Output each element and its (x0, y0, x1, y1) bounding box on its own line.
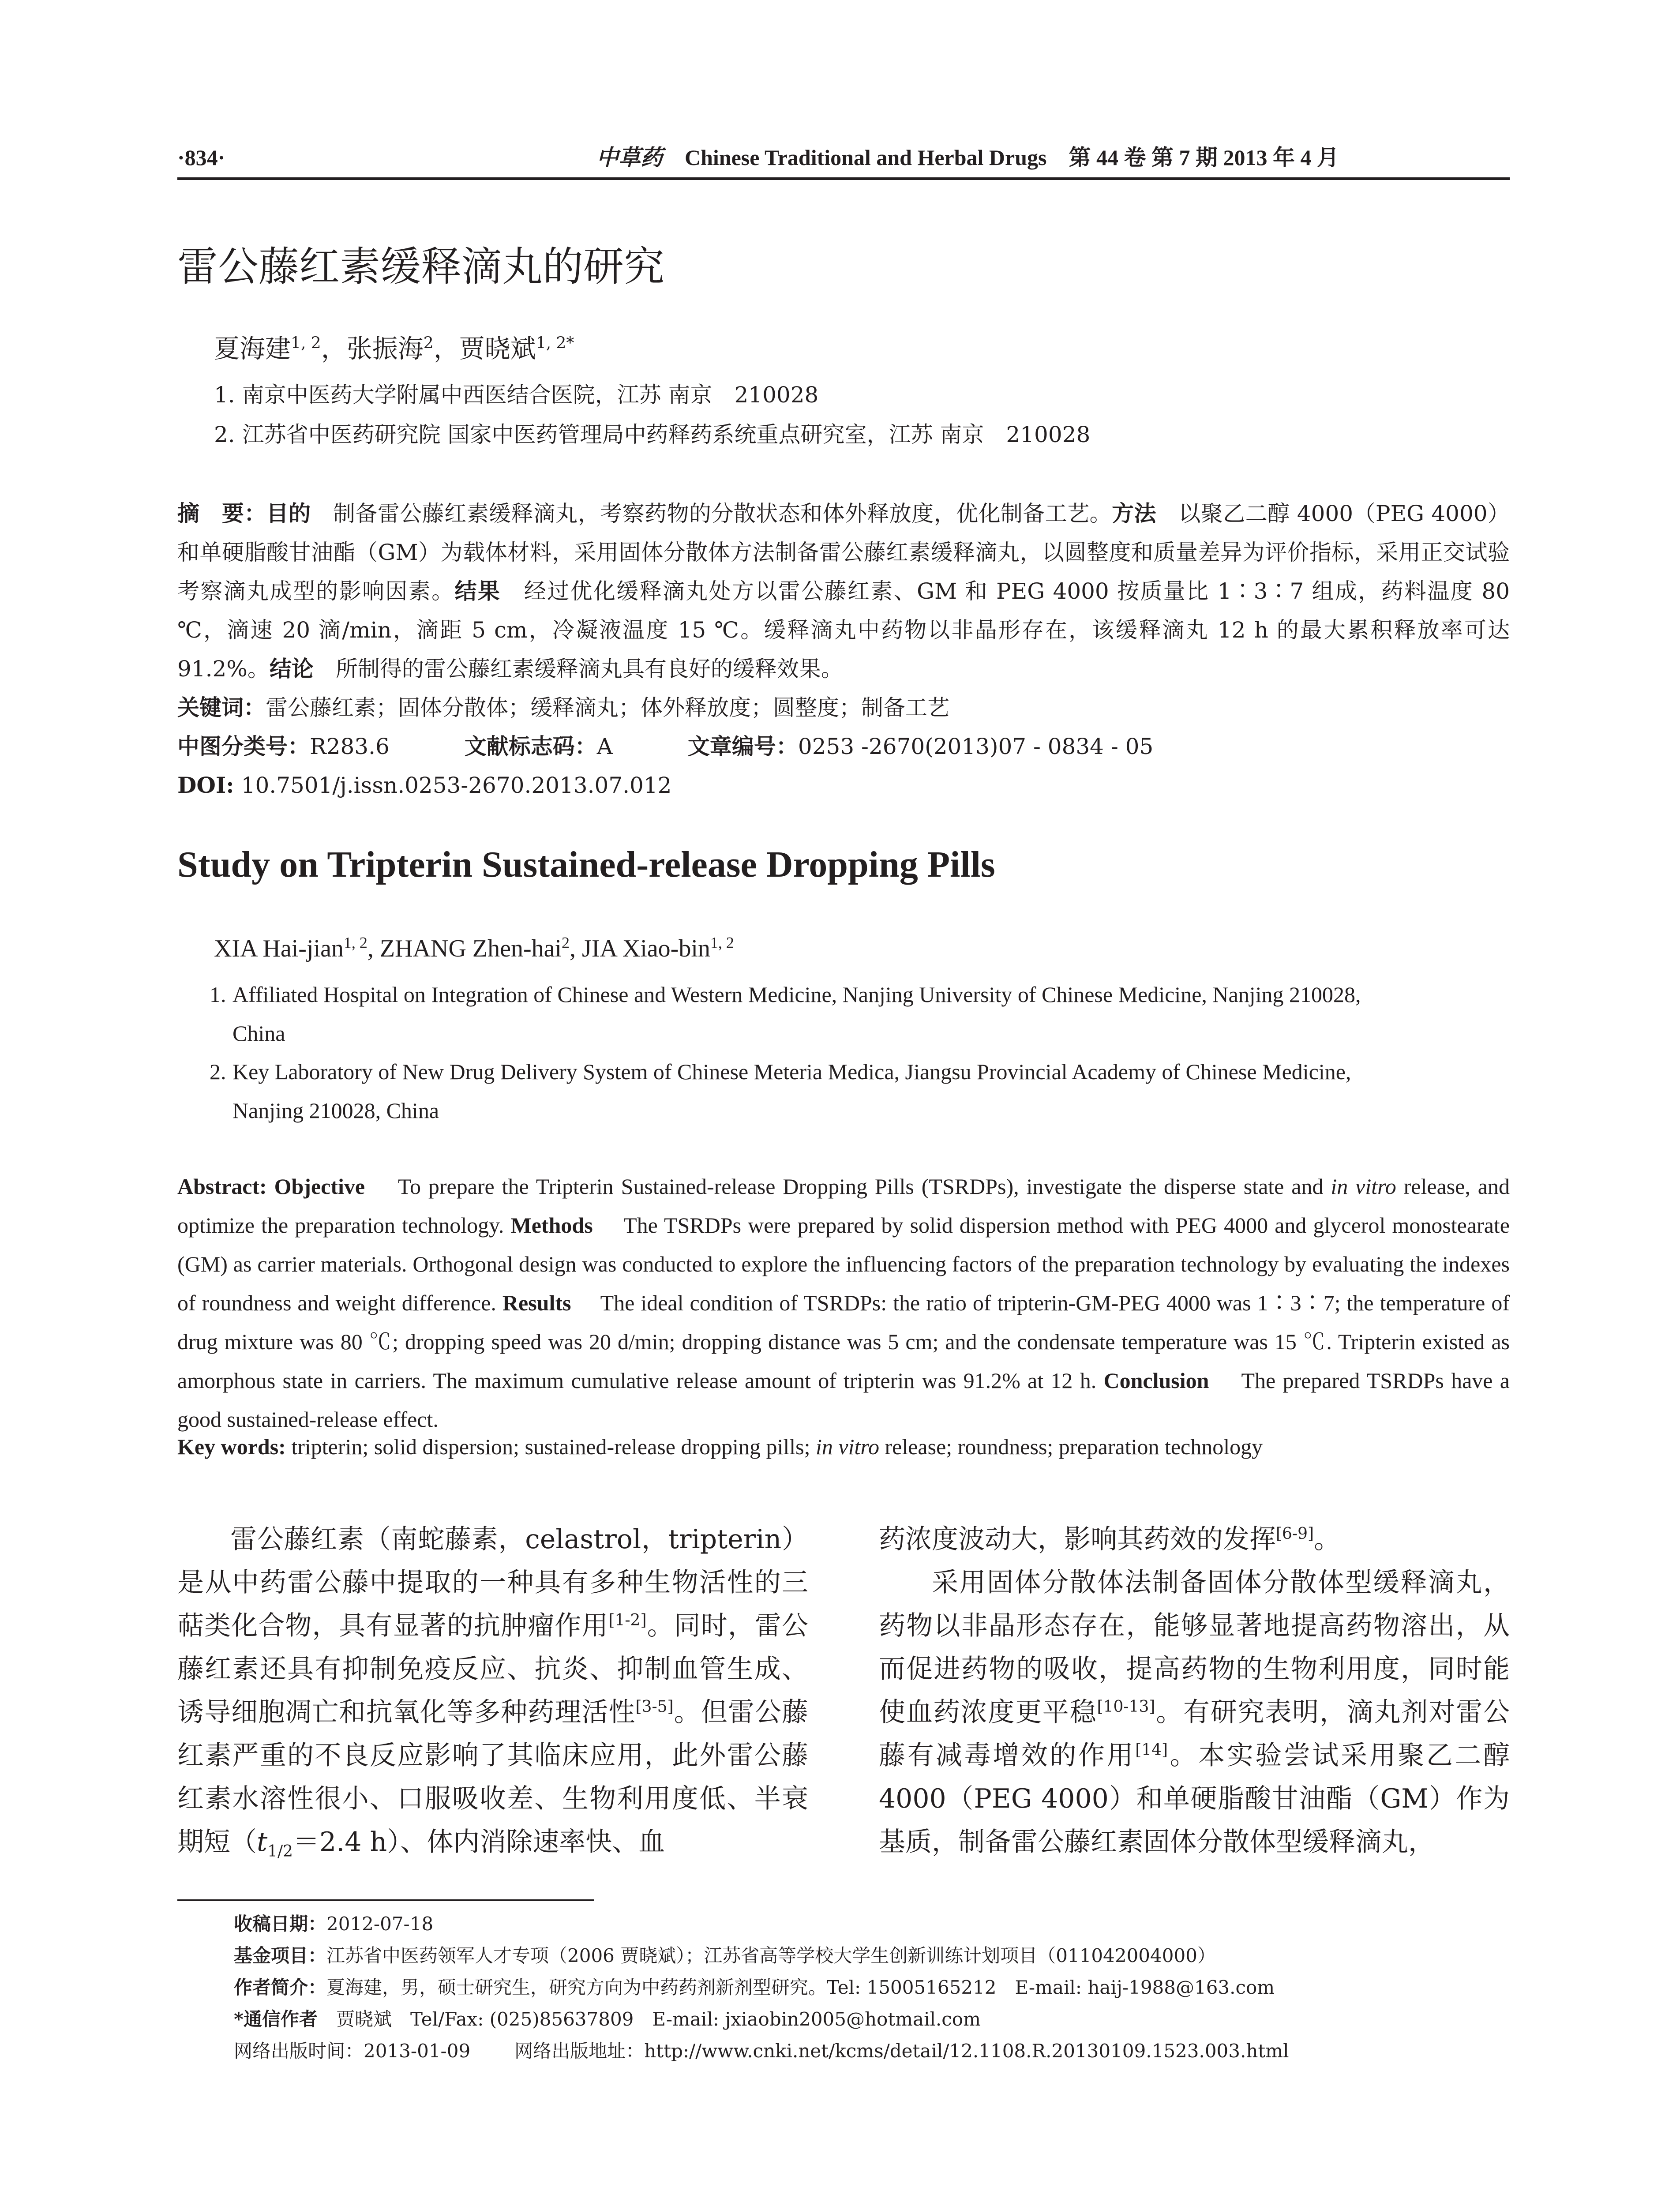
en-author-sup: 2 (562, 934, 570, 952)
en-title: Study on Tripterin Sustained-release Dropping Pills (177, 844, 995, 885)
online-url-label: 网络出版地址： (514, 2040, 645, 2062)
cn-abstract (177, 494, 1510, 688)
cn-results-label: 结果 (454, 578, 501, 604)
en-keywords-label: Key words: (177, 1434, 286, 1459)
body-text: 。但雷公藤红素严重的不良反应影响了其临床应用，此外雷公藤红素水溶性很小、口服吸收差、生物利用度低、半衰期短（ (177, 1697, 809, 1857)
fund-value: 江苏省中医药领军人才专项（2006 贾晓斌）；江苏省高等学校大学生创新训练计划项目（011042004000） (326, 1945, 1216, 1966)
cn-keywords-value: 雷公藤红素；固体分散体；缓释滴丸；体外释放度；圆整度；制备工艺 (266, 695, 949, 720)
author-label: 作者简介： (234, 1977, 327, 1998)
article-no-label: 文章编号： (687, 733, 798, 759)
en-affiliation-line: China (232, 1021, 285, 1046)
en-methods-label: Methods (510, 1213, 593, 1238)
body-paragraph (879, 1518, 1510, 1561)
article-no-value: 0253 -2670(2013)07 - 0834 - 05 (798, 734, 1154, 759)
body-text: 药浓度波动大，影响其药效的发挥 (879, 1524, 1276, 1555)
body-column-right (879, 1518, 1510, 1864)
citation: [3-5] (635, 1698, 674, 1716)
cn-conclusion-label: 结论 (269, 656, 314, 682)
en-objective: To prepare the Tripterin Sustained-release Dropping Pills (TSRDPs), investigate the disperse state and (398, 1174, 1324, 1199)
en-affiliation-line: Nanjing 210028, China (232, 1098, 439, 1123)
footnotes (234, 1908, 1510, 2067)
en-affiliation-line: Affiliated Hospital on Integration of Chinese and Western Medicine, Nanjing University of Chinese Medicine, Nanjing 210028, (232, 982, 1361, 1007)
received-label: 收稿日期： (234, 1913, 327, 1935)
en-author-name: XIA Hai-jian (214, 935, 344, 962)
doi-label: DOI: (177, 772, 234, 798)
en-author-sep: , (367, 935, 380, 962)
body-text: 雷公藤红素（南蛇藤素，celastrol，tripterin）是从中药雷公藤中提取的一种具有多种生物活性的三萜类化合物，具有显著的抗肿瘤作用 (177, 1524, 808, 1641)
cn-author-sup: 1, 2* (536, 334, 574, 353)
en-results-label: Results (502, 1291, 571, 1315)
received-value: 2012-07-18 (326, 1913, 434, 1935)
journal-name (596, 138, 1339, 177)
en-abstract (177, 1167, 1510, 1439)
body-paragraph (177, 1518, 808, 1873)
body-text: 采用固体分散体法制备固体分散体型缓释滴丸，药物以非晶形态存在，能够显著地提高药物溶出，从而促进药物的吸收，提高药物的生物利用度，同时能使血药浓度更平稳 (879, 1567, 1510, 1728)
cn-classification-line (177, 727, 1510, 766)
en-objective-italic: in vitro (1331, 1174, 1396, 1199)
citation: [6-9] (1276, 1525, 1314, 1543)
en-affiliation-num: 2. (210, 1059, 226, 1084)
body-text: 。 (1314, 1524, 1341, 1555)
en-author-name: JIA Xiao-bin (582, 935, 710, 962)
body-text: ＝2.4 h）、体内消除速率快、血 (293, 1827, 665, 1857)
cn-author-sep: ， (433, 334, 459, 364)
en-affiliation-1 (210, 975, 1510, 1053)
en-affiliation-line: Key Laboratory of New Drug Delivery System of Chinese Meteria Medica, Jiangsu Provincial Academy of Chinese Medicine, (232, 1059, 1351, 1084)
running-header (177, 138, 1510, 177)
en-keywords-italic: in vitro (816, 1434, 879, 1459)
citation: [14] (1135, 1741, 1168, 1759)
journal-cn-logo: 中草药 (596, 145, 663, 170)
cn-authors (214, 329, 574, 368)
corr-value: 贾晓斌 Tel/Fax: (025)85637809 E-mail: jxiaobin2005@hotmail.com (336, 2008, 981, 2030)
footnote-online (234, 2035, 1510, 2067)
en-keywords-value: tripterin; solid dispersion; sustained-release dropping pills; (291, 1434, 810, 1459)
cn-methods-label: 方法 (1112, 500, 1156, 526)
cn-title: 雷公藤红素缓释滴丸的研究 (177, 243, 665, 290)
body-text: 。本实验尝试采用聚乙二醇 4000（PEG 4000）和单硬脂酸甘油酯（GM）作为基质，制备雷公藤红素固体分散体型缓释滴丸， (879, 1740, 1510, 1857)
cn-keywords-label: 关键词： (177, 694, 266, 720)
page-number: ·834· (177, 145, 225, 170)
cn-author-name: 夏海建 (214, 334, 291, 364)
en-author-sup: 1, 2 (710, 934, 734, 952)
en-objective-cont: release, and optimize the preparation technology. (177, 1174, 1510, 1238)
cn-objective: 制备雷公藤红素缓释滴丸，考察药物的分散状态和体外释放度，优化制备工艺。 (333, 501, 1112, 526)
en-conclusion: The prepared TSRDPs have a good sustained-release effect. (177, 1368, 1510, 1432)
fund-label: 基金项目： (234, 1945, 327, 1966)
body-paragraph (879, 1561, 1510, 1864)
author-value: 夏海建，男，硕士研究生，研究方向为中药药剂新剂型研究。Tel: 15005165212 E-mail: haij-1988@163.com (326, 1977, 1275, 1998)
en-methods: The TSRDPs were prepared by solid dispersion method with PEG 4000 and glycerol monostearate (GM) as carrier materials. Orthogonal design was conducted to explore the influencing factors of the preparation technology by evaluating the indexes of roundness and weight difference. (177, 1213, 1510, 1315)
cn-affiliation-2: 2. 江苏省中医药研究院 国家中医药管理局中药释药系统重点研究室，江苏 南京 210028 (214, 422, 1091, 447)
cn-affiliation-1: 1. 南京中医药大学附属中西医结合医院，江苏 南京 210028 (214, 382, 819, 408)
clc-value: R283.6 (310, 734, 390, 759)
en-results: The ideal condition of TSRDPs: the ratio of tripterin-GM-PEG 4000 was 1∶3∶7; the temperature of drug mixture was 80 ℃; dropping speed was 20 d/min; dropping distance was 5 cm; and the condensate temperature was 15 ℃. Tripterin existed as amorphous state in carriers. The maximum cumulative release amount of tripterin was 91.2% at 12 h. (177, 1291, 1510, 1393)
online-url-value: http://www.cnki.net/kcms/detail/12.1108.R.20130109.1523.003.html (644, 2040, 1289, 2062)
cn-author-name: 贾晓斌 (459, 334, 536, 364)
citation: [10-13] (1097, 1698, 1155, 1716)
cn-methods: 以聚乙二醇 4000（PEG 4000）和单硬脂酸甘油酯（GM）为载体材料，采用固体分散体方法制备雷公藤红素缓释滴丸，以圆整度和质量差异为评价指标，采用正交试验考察滴丸成型的影响因素。 (177, 501, 1510, 604)
footnote-received (234, 1908, 1510, 1940)
doi-line (177, 766, 1510, 805)
cn-abstract-label: 摘 要： (177, 500, 266, 526)
cn-objective-label: 目的 (266, 500, 311, 526)
en-author-sup: 1, 2 (343, 934, 368, 952)
footnote-author (234, 1972, 1510, 2003)
clc-label: 中图分类号： (177, 733, 310, 759)
body-column-left (177, 1518, 808, 1873)
en-abstract-label: Abstract: Objective (177, 1174, 365, 1199)
cn-author-sup: 2 (423, 334, 434, 353)
doi-value: 10.7501/j.issn.0253-2670.2013.07.012 (241, 773, 672, 798)
cn-author-name: 张振海 (346, 334, 424, 364)
en-affiliation-num: 1. (210, 982, 226, 1007)
corr-label: *通信作者 (234, 2008, 318, 2030)
footnote-fund (234, 1940, 1510, 1972)
citation: [1-2] (608, 1611, 647, 1629)
cn-author-sep: ， (321, 334, 347, 364)
doc-code-label: 文献标志码： (464, 733, 597, 759)
journal-issue: Chinese Traditional and Herbal Drugs 第 44 卷 第 7 期 2013 年 4 月 (685, 145, 1339, 170)
en-author-sep: , (570, 935, 582, 962)
body-text: 。同时，雷公藤红素还具有抑制免疫反应、抗炎、抑制血管生成、诱导细胞凋亡和抗氧化等多种药理活性 (177, 1610, 809, 1728)
cn-author-sup: 1, 2 (291, 334, 321, 353)
half-life-symbol: t (257, 1827, 268, 1857)
en-authors (214, 929, 734, 968)
cn-results: 经过优化缓释滴丸处方以雷公藤红素、GM 和 PEG 4000 按质量比 1∶3∶7 组成，药料温度 80 ℃，滴速 20 滴/min，滴距 5 cm，冷凝液温度 15 ℃。缓释滴丸中药物以非晶形存在，该缓释滴丸 12 h 的最大累积释放率可达 91.2%。 (177, 578, 1510, 682)
body-text: 。有研究表明，滴丸剂对雷公藤有减毒增效的作用 (879, 1697, 1510, 1771)
half-life-subscript: 1/2 (267, 1842, 293, 1861)
cn-keywords (177, 688, 1510, 727)
en-keywords (177, 1427, 1510, 1466)
cn-conclusion: 所制得的雷公藤红素缓释滴丸具有良好的缓释效果。 (335, 656, 843, 682)
en-author-name: ZHANG Zhen-hai (379, 935, 562, 962)
online-time-value: 2013-01-09 (364, 2040, 471, 2062)
header-rule (177, 177, 1510, 180)
en-conclusion-label: Conclusion (1103, 1368, 1209, 1393)
en-affiliation-2 (210, 1052, 1510, 1130)
en-keywords-value-cont: release; roundness; preparation technology (885, 1434, 1263, 1459)
footnote-rule (177, 1899, 594, 1901)
doc-code-value: A (596, 734, 613, 759)
footnote-corresponding (234, 2003, 1510, 2035)
online-time-label: 网络出版时间： (234, 2040, 364, 2062)
